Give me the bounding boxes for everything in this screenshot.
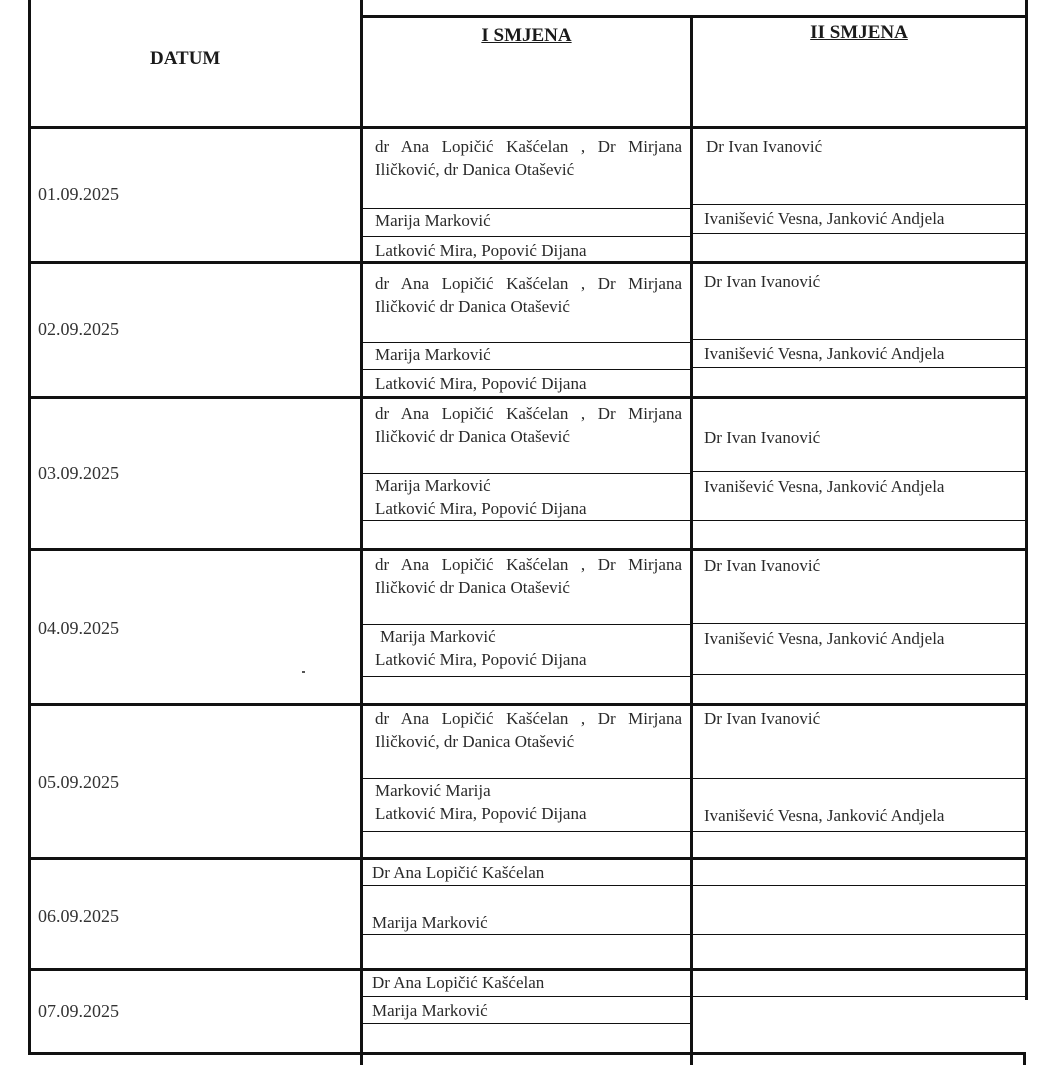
shift1-doctors: dr Ana Lopičić Kašćelan , Dr Mirjana Iličković, dr Danica Otašević bbox=[375, 709, 682, 751]
shift1-nurse: Marija Marković bbox=[372, 1001, 488, 1020]
shift1-doctors: dr Ana Lopičić Kašćelan , Dr Mirjana Iličković dr Danica Otašević bbox=[375, 274, 682, 316]
table-border-left bbox=[28, 0, 31, 1055]
row-date: 04.09.2025 bbox=[38, 618, 119, 638]
shift2-nurses: Ivanišević Vesna, Janković Andjela bbox=[704, 209, 945, 228]
shift2-doctor: Dr Ivan Ivanović bbox=[704, 556, 821, 575]
header-shift-1: I SMJENA bbox=[481, 25, 572, 46]
shift2-nurses: Ivanišević Vesna, Janković Andjela bbox=[704, 477, 945, 496]
shift2-nurses: Ivanišević Vesna, Janković Andjela bbox=[704, 629, 945, 648]
header-top-line bbox=[360, 15, 1028, 18]
shift1-nurse: Marija Marković bbox=[372, 913, 488, 932]
table-border-right bbox=[1025, 0, 1028, 1000]
column-divider-shift bbox=[690, 16, 693, 1065]
shift2-doctor: Dr Ivan Ivanović bbox=[704, 272, 821, 291]
shift2-doctor: Dr Ivan Ivanović bbox=[704, 428, 821, 447]
header-datum: DATUM bbox=[150, 48, 221, 69]
row-date: 02.09.2025 bbox=[38, 319, 119, 339]
scan-speck bbox=[302, 671, 305, 673]
shift2-nurses: Ivanišević Vesna, Janković Andjela bbox=[704, 344, 945, 363]
shift1-nurse: Marija Marković bbox=[375, 345, 491, 364]
shift1-nurse: Marković Marija bbox=[375, 781, 491, 800]
row-date: 06.09.2025 bbox=[38, 906, 119, 926]
shift1-doctor: Dr Ana Lopičić Kašćelan bbox=[372, 863, 545, 882]
shift1-nurse: Marija Marković bbox=[375, 211, 491, 230]
shift1-staff: Latković Mira, Popović Dijana bbox=[375, 374, 587, 393]
column-divider-date bbox=[360, 0, 363, 1065]
row-date: 01.09.2025 bbox=[38, 184, 119, 204]
row-date: 03.09.2025 bbox=[38, 463, 119, 483]
next-row-right-border bbox=[1023, 1052, 1026, 1065]
header-bottom-line bbox=[28, 126, 1028, 129]
next-row-top-line bbox=[28, 1052, 1026, 1055]
row-date: 05.09.2025 bbox=[38, 772, 119, 792]
shift1-doctor: Dr Ana Lopičić Kašćelan bbox=[372, 973, 545, 992]
header-shift-2: II SMJENA bbox=[810, 22, 908, 43]
row-date: 07.09.2025 bbox=[38, 1001, 119, 1021]
shift1-staff: Latković Mira, Popović Dijana bbox=[375, 241, 587, 260]
shift1-nurse: Marija Marković bbox=[375, 476, 491, 495]
shift1-doctors: dr Ana Lopičić Kašćelan , Dr Mirjana Iličković dr Danica Otašević bbox=[375, 404, 682, 446]
shift1-doctors: dr Ana Lopičić Kašćelan , Dr Mirjana Iličković, dr Danica Otašević bbox=[375, 137, 682, 179]
shift1-staff: Latković Mira, Popović Dijana bbox=[375, 650, 587, 669]
shift2-doctor: Dr Ivan Ivanović bbox=[706, 137, 823, 156]
shift1-staff: Latković Mira, Popović Dijana bbox=[375, 499, 587, 518]
shift1-staff: Latković Mira, Popović Dijana bbox=[375, 804, 587, 823]
shift2-doctor: Dr Ivan Ivanović bbox=[704, 709, 821, 728]
shift2-nurses: Ivanišević Vesna, Janković Andjela bbox=[704, 806, 945, 825]
shift1-nurse: Marija Marković bbox=[380, 627, 496, 646]
shift1-doctors: dr Ana Lopičić Kašćelan , Dr Mirjana Iličković dr Danica Otašević bbox=[375, 555, 682, 597]
